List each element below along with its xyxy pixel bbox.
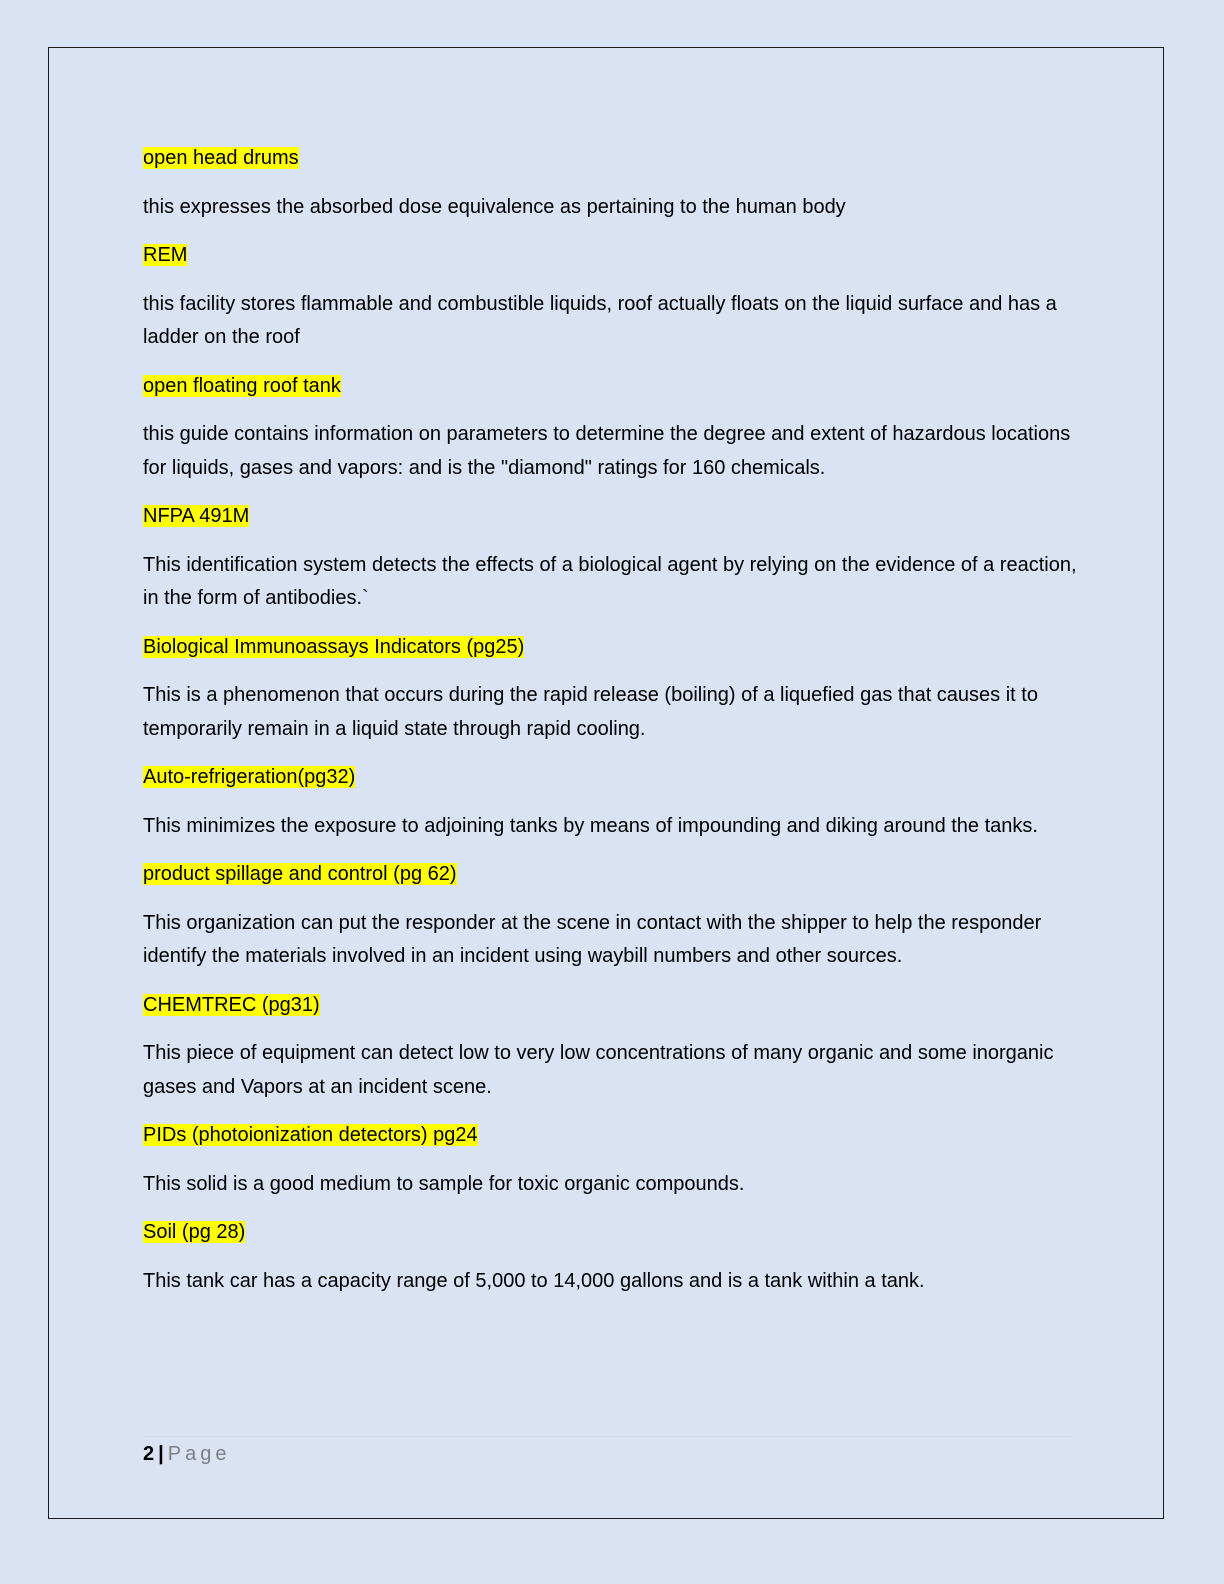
- question-text: this guide contains information on parameters to determine the degree and extent of hazardous locations for liquids, gases and vapors: and is the "diamond" ratings for 160 chemicals.: [143, 423, 1071, 479]
- page-footer: [143, 1436, 1073, 1467]
- page-number: 2: [143, 1443, 155, 1465]
- question-text: This minimizes the exposure to adjoining tanks by means of impounding and diking around the tanks.: [143, 814, 1038, 837]
- answer-term: PIDs (photoionization detectors) pg24: [143, 1124, 478, 1146]
- answer-term: REM: [143, 244, 188, 266]
- question-text: This organization can put the responder at the scene in contact with the shipper to help the responder identify the materials involved in an incident using waybill numbers and other sources.: [143, 911, 1042, 967]
- answer-term: open floating roof tank: [143, 374, 341, 397]
- answer-term: NFPA 491M: [143, 505, 250, 527]
- question-text: This is a phenomenon that occurs during the rapid release (boiling) of a liquefied gas that causes it to temporarily remain in a liquid state through rapid cooling.: [143, 684, 1038, 740]
- question-text: This tank car has a capacity range of 5,000 to 14,000 gallons and is a tank within a tank.: [143, 1269, 925, 1292]
- question-text: This piece of equipment can detect low to very low concentrations of many organic and some inorganic gases and Vapors at an incident scene.: [143, 1042, 1054, 1098]
- document-body: [143, 142, 1078, 1313]
- answer-term: Auto-refrigeration(pg32): [143, 766, 356, 788]
- answer-term: open head drums: [143, 147, 299, 169]
- page-label: Page: [167, 1443, 231, 1465]
- answer-term: Biological Immunoassays Indicators (pg25): [143, 635, 525, 658]
- answer-term: CHEMTREC (pg31): [143, 993, 320, 1016]
- question-text: This solid is a good medium to sample for toxic organic compounds.: [143, 1172, 745, 1195]
- question-text: this facility stores flammable and combustible liquids, roof actually floats on the liquid surface and has a ladder on the roof: [143, 292, 1057, 348]
- answer-term: product spillage and control (pg 62): [143, 863, 457, 885]
- question-text: This identification system detects the effects of a biological agent by relying on the evidence of a reaction, in the form of antibodies.`: [143, 553, 1077, 609]
- answer-term: Soil (pg 28): [143, 1221, 246, 1243]
- footer-separator: |: [158, 1443, 164, 1465]
- question-text: this expresses the absorbed dose equivalence as pertaining to the human body: [143, 195, 846, 218]
